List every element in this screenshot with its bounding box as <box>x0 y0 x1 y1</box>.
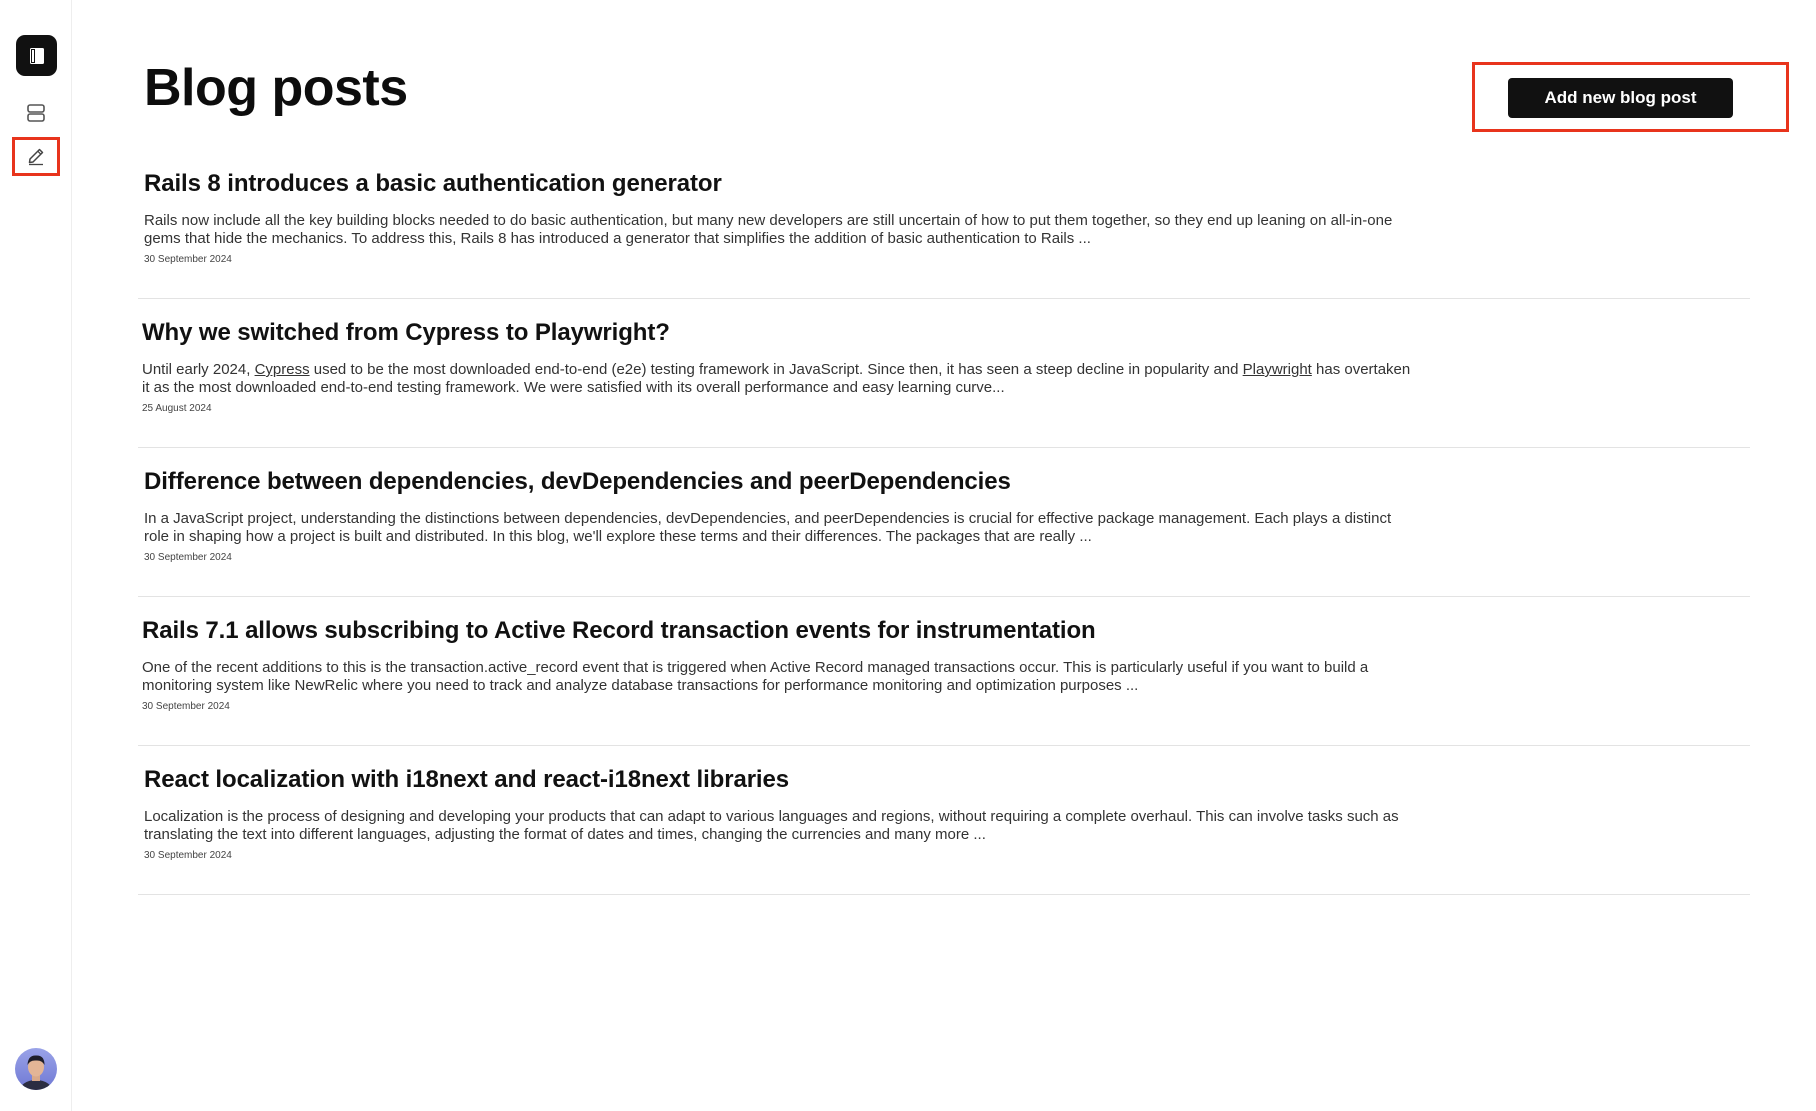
post-excerpt <box>142 361 1412 397</box>
post-excerpt: Localization is the process of designing and developing your products that can adapt to various languages and regions, without requiring a complete overhaul. This can involve tasks such as translating the text into different languages, adjusting the format of dates and times, changing the currencies and many more ... <box>144 808 1399 843</box>
avatar[interactable] <box>15 1048 57 1090</box>
post-excerpt: In a JavaScript project, understanding the distinctions between dependencies, devDependencies, and peerDependencies is crucial for effective package management. Each plays a distinct role in shaping how a project is built and distributed. In this blog, we'll explore these terms and their differences. The packages that are really ... <box>144 510 1392 545</box>
playwright-link[interactable]: Playwright <box>1242 361 1312 378</box>
post-date: 30 September 2024 <box>144 254 232 265</box>
post-date: 30 September 2024 <box>144 552 232 563</box>
page-title: Blog posts <box>144 59 408 117</box>
post-excerpt: Rails now include all the key building blocks needed to do basic authentication, but many new developers are still uncertain of how to put them together, so they end up leaning on all-in-one gems that hide the mechanics. To address this, Rails 8 has introduced a generator that simplifies the addition of basic authentication to Rails ... <box>144 212 1393 247</box>
post-title[interactable]: Difference between dependencies, devDependencies and peerDependencies <box>144 468 1011 495</box>
cypress-link[interactable]: Cypress <box>254 361 310 378</box>
logo[interactable] <box>16 35 57 76</box>
blog-post-item[interactable] <box>138 746 1750 895</box>
sidebar <box>0 0 72 1111</box>
book-icon <box>26 45 48 67</box>
post-title[interactable]: Rails 8 introduces a basic authentication generator <box>144 170 722 197</box>
user-avatar <box>15 1048 57 1090</box>
blog-post-item[interactable] <box>138 299 1750 448</box>
excerpt-text: used to be the most downloaded end-to-end (e2e) testing framework in JavaScript. Since then, it has seen a steep decline in popularity and <box>309 361 1243 378</box>
blog-post-item[interactable] <box>138 150 1750 299</box>
pencil-icon <box>26 146 46 166</box>
blog-post-list <box>138 150 1750 895</box>
excerpt-text: has overtaken it as the most downloaded end-to-end testing framework. We were satisfied with its overall performance and easy learning curve... <box>142 361 1411 396</box>
post-title[interactable]: React localization with i18next and react-i18next libraries <box>144 766 789 793</box>
post-title[interactable]: Rails 7.1 allows subscribing to Active Record transaction events for instrumentation <box>142 617 1096 644</box>
post-date: 30 September 2024 <box>142 701 230 712</box>
post-date: 25 August 2024 <box>142 403 212 414</box>
sidebar-item-blog-posts[interactable] <box>16 138 56 174</box>
sidebar-item-list[interactable] <box>16 95 56 131</box>
post-date: 30 September 2024 <box>144 850 232 861</box>
excerpt-text: Until early 2024, <box>142 361 255 378</box>
post-excerpt: One of the recent additions to this is the transaction.active_record event that is triggered when Active Record managed transactions occur. This is particularly useful if you want to build a monitoring system like NewRelic where you need to track and analyze database transactions for performance monitoring and optimization purposes ... <box>142 659 1369 694</box>
list-icon <box>25 102 47 124</box>
add-new-blog-post-button[interactable]: Add new blog post <box>1508 78 1733 118</box>
blog-post-item[interactable] <box>138 448 1750 597</box>
blog-post-item[interactable] <box>138 597 1750 746</box>
post-title[interactable]: Why we switched from Cypress to Playwright? <box>142 319 670 346</box>
